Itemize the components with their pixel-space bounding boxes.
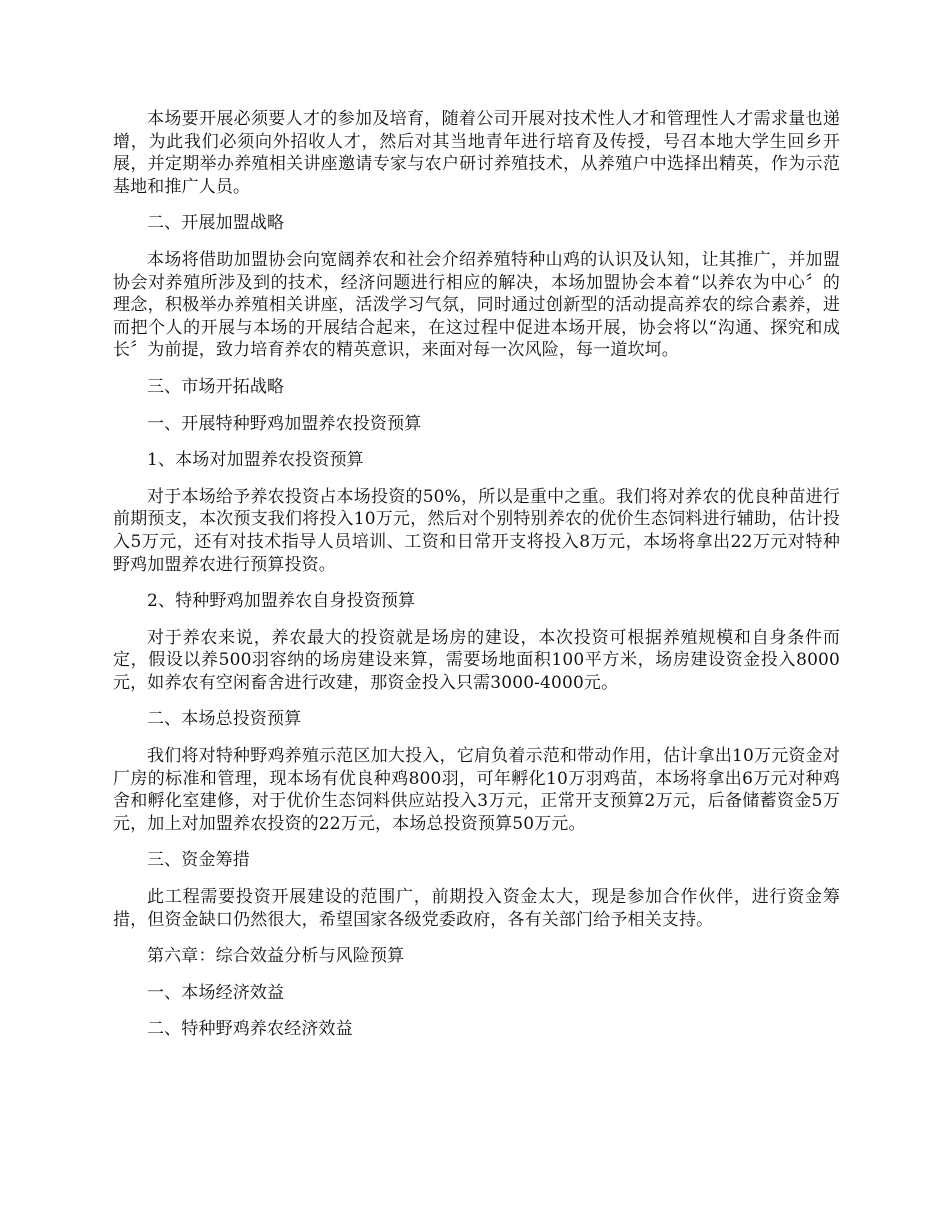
heading-farmer-economic-benefit: 二、特种野鸡养农经济效益 — [147, 1019, 353, 1040]
heading-total-investment: 二、本场总投资预算 — [147, 709, 302, 730]
heading-chapter-six: 第六章：综合效益分析与风险预算 — [147, 946, 405, 967]
heading-farm-investment-budget: 1、本场对加盟养农投资预算 — [147, 450, 364, 471]
paragraph-total-investment: 我们将对特种野鸡养殖示范区加大投入，它肩负着示范和带动作用，估计拿出10万元资金对厂房的标准和管理，现本场有优良种鸡800羽，可年孵化10万羽鸡苗，本场将拿出6万元对种鸡舍和孵化室建修，对于优价生态饲料供应站投入3万元，正常开支预算2万元，后备储蓄资金5万元，加上对加盟养农投资的22万元，本场总投资预算50万元。 — [113, 746, 840, 834]
heading-self-investment-budget: 2、特种野鸡加盟养农自身投资预算 — [147, 591, 416, 612]
heading-investment-budget: 一、开展特种野鸡加盟养农投资预算 — [147, 413, 422, 434]
paragraph-farm-investment: 对于本场给予养农投资占本场投资的50%，所以是重中之重。我们将对养农的优良种苗进行前期预支，本次预支我们将投入10万元，然后对个别特别养农的优价生态饲料进行辅助，估计投入5万元，还有对技术指导人员培训、工资和日常开支将投入8万元，本场将拿出22万元对特种野鸡加盟养农进行预算投资。 — [113, 486, 840, 575]
heading-farm-economic-benefit: 一、本场经济效益 — [147, 982, 285, 1003]
heading-fundraising: 三、资金筹措 — [147, 850, 250, 871]
paragraph-franchise-association: 本场将借助加盟协会向宽阔养农和社会介绍养殖特种山鸡的认识及认知，让其推广，并加盟协会对养殖所涉及到的技术，经济问题进行相应的解决，本场加盟协会本着“以养农为中心〞的理念，积极举办养殖相关讲座，活泼学习气氛，同时通过创新型的活动提高养农的综合素养，进而把个人的开展与本场的开展结合起来，在这过程中促进本场开展，协会将以“沟通、探究和成长〞为前提，致力培育养农的精英意识，来面对每一次风险，每一道坎坷。 — [113, 249, 840, 361]
heading-franchise-strategy: 二、开展加盟战略 — [147, 213, 285, 234]
paragraph-self-investment: 对于养农来说，养农最大的投资就是场房的建设，本次投资可根据养殖规模和自身条件而定，假设以养500羽容纳的场房建设来算，需要场地面积100平方米，场房建设资金投入8000元，如养农有空闲畜舍进行改建，那资金投入只需3000-4000元。 — [113, 627, 840, 693]
paragraph-fundraising: 此工程需要投资开展建设的范围广，前期投入资金太大，现是参加合作伙伴，进行资金筹措，但资金缺口仍然很大，希望国家各级党委政府，各有关部门给予相关支持。 — [113, 887, 840, 930]
heading-market-strategy: 三、市场开拓战略 — [147, 376, 285, 397]
document-page — [113, 108, 840, 1055]
paragraph-talent-training: 本场要开展必须要人才的参加及培育，随着公司开展对技术性人才和管理性人才需求量也递增，为此我们必须向外招收人才，然后对其当地青年进行培育及传授，号召本地大学生回乡开展，并定期举办养殖相关讲座邀请专家与农户研讨养殖技术，从养殖户中选择出精英，作为示范基地和推广人员。 — [113, 109, 840, 197]
